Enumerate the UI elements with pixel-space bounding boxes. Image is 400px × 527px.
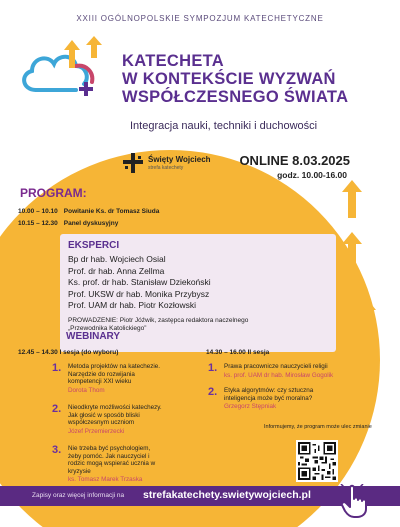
webinar-text xyxy=(224,387,336,411)
event-hours: godz. 10.00-16.00 xyxy=(277,170,347,180)
qr-code-icon[interactable] xyxy=(296,440,338,482)
webinar-title: Metoda projektów na katechezie. Narzędzie do rozwijania kompetencji XXI wieku xyxy=(68,363,161,386)
symposium-title: XXIII OGÓLNOPOLSKIE SYMPOZJUM KATECHETYCZNE xyxy=(76,14,324,23)
program-item xyxy=(18,208,165,215)
program-time: 10.15 – 12.30 xyxy=(18,220,58,227)
title-line-1: KATECHETA xyxy=(122,52,224,70)
title-line-3: WSPÓŁCZESNEGO ŚWIATA xyxy=(122,88,349,106)
session-2-header: 14.30 – 16.00 II sesja xyxy=(206,349,270,356)
experts-heading: EKSPERCI xyxy=(68,240,120,251)
webinar-number: 1. xyxy=(52,362,62,374)
webinar-item xyxy=(52,403,162,441)
title-line-2: W KONTEKŚCIE WYZWAŃ xyxy=(122,70,336,88)
organizer-logo xyxy=(122,152,212,178)
event-date: ONLINE 8.03.2025 xyxy=(239,153,350,168)
webinar-text xyxy=(68,445,162,484)
moderator-line-2: „Przewodnika Katolickiego” xyxy=(68,324,147,332)
program-label: Powitanie Ks. dr Tomasz Siuda xyxy=(63,208,160,215)
webinar-text xyxy=(68,363,162,394)
session-1-header: 12.45 – 14.30 I sesja (do wyboru) xyxy=(18,349,119,356)
expert-item: Ks. prof. dr hab. Stanisław Dziekoński xyxy=(68,277,211,287)
webinar-number: 2. xyxy=(52,403,62,415)
webinar-title: Etyka algorytmów: czy sztuczna inteligencja może być moralna? xyxy=(224,387,314,402)
webinar-speaker: ks. Tomasz Marek Trzaska xyxy=(68,476,143,484)
expert-item: Prof. dr hab. Anna Zellma xyxy=(68,265,165,276)
organizer-sub: strefa katechety xyxy=(148,165,184,171)
webinar-speaker: Józef Przemierzecki xyxy=(68,427,125,435)
webinar-number: 3. xyxy=(52,444,62,456)
pointing-hand-icon xyxy=(340,484,370,518)
webinar-speaker: ks. prof. UAM dr hab. Mirosław Gogolik xyxy=(224,371,334,379)
webinar-text xyxy=(224,363,358,379)
program-heading: PROGRAM: xyxy=(20,186,87,200)
page-title xyxy=(122,52,392,106)
webinar-item xyxy=(52,362,162,400)
webinar-speaker: Dorota Thom xyxy=(68,386,105,394)
experts-list xyxy=(66,254,330,312)
organizer-name: Święty Wojciech xyxy=(148,155,211,164)
expert-item: Prof. UAM dr hab. Piotr Kozłowski xyxy=(68,300,197,310)
webinar-number: 2. xyxy=(208,386,218,398)
webinar-number: 1. xyxy=(208,362,218,374)
change-note: Informujemy, że program może ulec zmianie xyxy=(264,424,372,430)
webinar-item xyxy=(52,444,162,482)
subtitle: Integracja nauki, techniki i duchowości xyxy=(130,120,318,132)
webinar-title: Nieodkryte możliwości katechezy. Jak głosić w sposób bliski współczesnym uczniom xyxy=(68,404,162,427)
arrow-up-icon xyxy=(84,36,104,58)
program-time: 10.00 – 10.10 xyxy=(18,208,58,215)
moderator-line-1: PROWADZENIE: Piotr Jóźwik, zastępca redaktora naczelnego xyxy=(68,316,249,324)
webinar-title: Nie trzeba być psychologiem, żeby pomóc. Jak nauczyciel i rodzic mogą wspierać ucznia w kryzysie xyxy=(68,445,156,475)
expert-item: Bp dr hab. Wojciech Osial xyxy=(68,254,166,264)
footer-invite: Zapisy oraz więcej informacji na xyxy=(32,492,125,499)
cross-logo-icon xyxy=(122,152,144,174)
expert-item: Prof. UKSW dr hab. Monika Przybysz xyxy=(68,288,210,299)
webinar-text xyxy=(68,404,162,435)
program-label: Panel dyskusyjny xyxy=(63,220,119,227)
webinar-title: Prawa pracownicze nauczycieli religii xyxy=(224,363,328,370)
registration-link[interactable]: strefakatechety.swietywojciech.pl xyxy=(143,489,311,501)
webinar-speaker: Grzegorz Stępniak xyxy=(224,403,277,411)
webinars-heading: WEBINARY xyxy=(66,331,121,342)
program-item xyxy=(18,220,124,227)
